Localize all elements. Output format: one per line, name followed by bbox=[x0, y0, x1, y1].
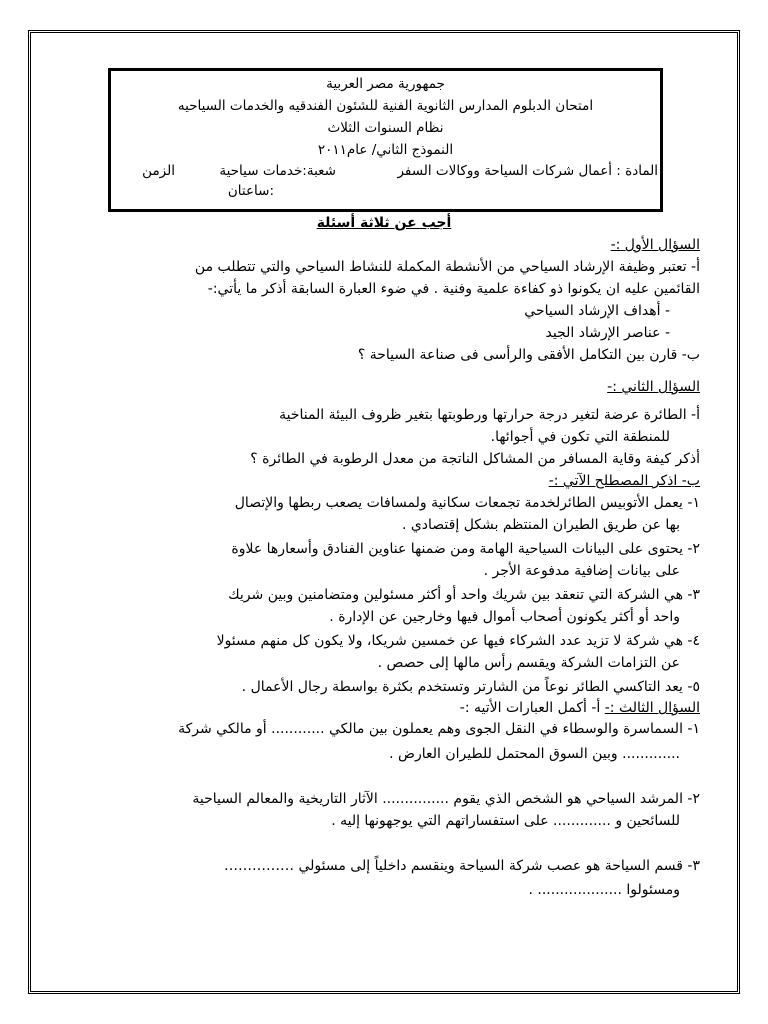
q1-a-line2: القائمين عليه ان يكونوا ذو كفاءة علمية وفنية . في ضوء العبارة السابقة أذكر ما يأتي:- bbox=[207, 281, 700, 297]
term-item-1-cont: بها عن طريق الطيران المنتظم بشكل إقتصادي . bbox=[401, 517, 680, 533]
q1-bullet-goals: - أهداف الإرشاد السياحي bbox=[524, 303, 670, 319]
term-item-1: ١- يعمل الأتوبيس الطائرلخدمة تجمعات سكانية ولمسافات يصعب ربطها والإتصال bbox=[234, 495, 700, 511]
term-item-3-cont: واحد أو أكثر يكونون أصحاب أموال فيها وخارجين عن الإدارة . bbox=[329, 609, 680, 625]
q1-title: السؤال الأول :- bbox=[610, 237, 700, 253]
subject-row bbox=[111, 163, 660, 181]
q2-a-line3: أذكر كيفة وقاية المسافر من المشاكل الناتجة من معدل الرطوبة في الطائرة ؟ bbox=[250, 451, 700, 467]
model-line: النموذج الثاني/ عام٢٠١١ bbox=[317, 142, 454, 158]
q3-s2-line1: ٢- المرشد السياحي هو الشخص الذي يقوم ............... الآثار التاريخية والمعالم السياحية bbox=[192, 791, 700, 807]
q3-s3-line2: ومسئولوا ................... . bbox=[528, 882, 680, 898]
q3-s1-line2: ............. وبين السوق المحتمل للطيران العارض . bbox=[389, 746, 680, 762]
duration-value: :ساعتان bbox=[227, 183, 274, 199]
q1-bullet-elements: - عناصر الإرشاد الجيد bbox=[545, 325, 670, 341]
q3-s2-line2: للسائحين و ............. على استفساراتهم التي يوجهونها إليه . bbox=[331, 813, 680, 829]
term-item-4: ٤- هي شركة لا تزيد عدد الشركاء فيها عن خمسين شريكا، ولا يكون كل منهم مسئولا bbox=[216, 633, 700, 649]
term-item-4-cont: عن التزامات الشركة ويقسم رأس مالها إلى حصص . bbox=[377, 655, 680, 671]
q2-a-line1: أ- الطائرة عرضة لتغير درجة حرارتها ورطوبتها بتغير ظروف البيئة المناخية bbox=[279, 407, 700, 423]
q3-s3-line1: ٣- قسم السياحة هو عصب شركة السياحة وينقسم داخلياً إلى مسئولي …………… bbox=[224, 858, 700, 874]
term-item-3: ٣- هي الشركة التي تنعقد بين شريك واحد أو أكثر مسئولين ومتضامنين وبين شريك bbox=[228, 587, 700, 603]
term-item-2-cont: على بيانات إضافية مدفوعة الأجر . bbox=[483, 563, 680, 579]
term-item-5: ٥- يعد التاكسي الطائر نوعاً من الشارتر وتستخدم بكثرة بواسطة رجال الأعمال . bbox=[241, 679, 700, 695]
q2-b-title: ب- اذكر المصطلح الآتي :- bbox=[548, 473, 700, 489]
system-line: نظام السنوات الثلاث bbox=[327, 120, 444, 136]
page-title: أجب عن ثلاثة أسئلة bbox=[316, 215, 452, 231]
q3-header bbox=[460, 699, 700, 717]
exam-header bbox=[108, 68, 663, 212]
term-item-2: ٢- يحتوى على البيانات السياحية الهامة ومن ضمنها عناوين الفنادق وأسعارها علاوة bbox=[231, 541, 700, 557]
q3-s1-line1: ١- السماسرة والوسطاء في النقل الجوى وهم يعملون بين مالكي ............ أو مالكي شركة bbox=[178, 721, 700, 737]
branch-label: شعبة:خدمات سياحية bbox=[219, 163, 336, 179]
q2-title: السؤال الثاني :- bbox=[607, 379, 700, 395]
country-line: جمهورية مصر العربية bbox=[326, 76, 445, 92]
subject-label: المادة : أعمال شركات السياحة ووكالات السفر bbox=[397, 163, 658, 179]
q2-a-line2: للمنطقة التي تكون في أجوائها. bbox=[490, 429, 670, 445]
q3-subtitle: أ- أكمل العبارات الأتيه :- bbox=[459, 700, 601, 716]
time-label: الزمن bbox=[142, 163, 175, 179]
q1-a-line1: أ- تعتبر وظيفة الإرشاد السياحي من الأنشطة المكملة للنشاط السياحي والتي تتطلب من bbox=[194, 259, 700, 275]
q3-title: السؤال الثالث :- bbox=[604, 700, 700, 716]
exam-title: امتحان الدبلوم المدارس الثانوية الفنية للشئون الفندقيه والخدمات السياحيه bbox=[177, 98, 594, 114]
q1-b: ب- قارن بين التكامل الأفقى والرأسى فى صناعة السياحة ؟ bbox=[357, 347, 700, 363]
